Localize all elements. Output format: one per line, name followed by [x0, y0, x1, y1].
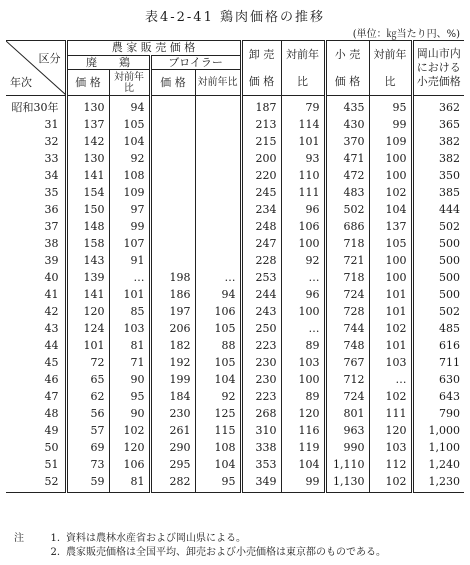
- value-cell: 282: [150, 473, 195, 493]
- year-cell: 43: [44, 322, 59, 335]
- value-cell: 724: [325, 286, 369, 303]
- value-cell: 100: [281, 371, 325, 388]
- value-cell: 502: [412, 303, 464, 320]
- value-cell: [150, 150, 195, 167]
- value-cell: 213: [241, 116, 281, 133]
- value-cell: 104: [109, 133, 150, 150]
- table-row: [6, 473, 464, 493]
- value-cell: 500: [412, 252, 464, 269]
- value-cell: 101: [66, 337, 109, 354]
- value-cell: 59: [66, 473, 109, 493]
- value-cell: 186: [150, 286, 195, 303]
- year-cell: 44: [44, 339, 59, 352]
- value-cell: 89: [281, 388, 325, 405]
- value-cell: 130: [66, 96, 109, 117]
- value-cell: 120: [66, 303, 109, 320]
- value-cell: 801: [325, 405, 369, 422]
- value-cell: 108: [195, 439, 241, 456]
- value-cell: 100: [281, 303, 325, 320]
- value-cell: 94: [195, 286, 241, 303]
- value-cell: 143: [66, 252, 109, 269]
- value-cell: 106: [195, 303, 241, 320]
- value-cell: …: [281, 320, 325, 337]
- value-cell: 483: [325, 184, 369, 201]
- value-cell: 471: [325, 150, 369, 167]
- retail-header: 小 売: [325, 41, 369, 70]
- table-row: [6, 456, 464, 473]
- value-cell: 223: [241, 388, 281, 405]
- value-cell: 96: [281, 201, 325, 218]
- value-cell: 110: [281, 167, 325, 184]
- value-cell: 62: [66, 388, 109, 405]
- value-cell: 81: [109, 473, 150, 493]
- value-cell: 247: [241, 235, 281, 252]
- note-1: 注 1. 資料は農林水産省および岡山県による。: [14, 533, 246, 544]
- year-cell: 34: [44, 169, 59, 182]
- value-cell: 990: [325, 439, 369, 456]
- corner-label-bottom: 年次: [10, 76, 32, 89]
- value-cell: …: [109, 269, 150, 286]
- value-cell: 261: [150, 422, 195, 439]
- value-cell: 91: [109, 252, 150, 269]
- value-cell: 198: [150, 269, 195, 286]
- value-cell: 103: [369, 439, 412, 456]
- value-cell: 95: [109, 388, 150, 405]
- value-cell: 721: [325, 252, 369, 269]
- value-cell: 100: [369, 252, 412, 269]
- wholesale-price-header: 価 格: [241, 70, 281, 96]
- value-cell: 100: [369, 150, 412, 167]
- value-cell: 963: [325, 422, 369, 439]
- table-row: [6, 167, 464, 184]
- year-cell: 39: [44, 254, 59, 267]
- value-cell: 104: [195, 371, 241, 388]
- retail-yoy-header: 対前年: [369, 41, 412, 70]
- wholesale-yoy-header: 対前年: [281, 41, 325, 70]
- value-cell: 106: [109, 456, 150, 473]
- value-cell: 101: [369, 337, 412, 354]
- year-cell: 50: [44, 441, 59, 454]
- value-cell: 150: [66, 201, 109, 218]
- value-cell: 500: [412, 286, 464, 303]
- value-cell: 187: [241, 96, 281, 117]
- value-cell: 104: [281, 456, 325, 473]
- value-cell: 92: [109, 150, 150, 167]
- value-cell: 105: [109, 116, 150, 133]
- value-cell: 643: [412, 388, 464, 405]
- table-row: [6, 337, 464, 354]
- year-cell: 42: [44, 305, 59, 318]
- value-cell: 69: [66, 439, 109, 456]
- wholesale-yoy-bottom: 比: [281, 70, 325, 96]
- value-cell: 215: [241, 133, 281, 150]
- value-cell: 712: [325, 371, 369, 388]
- value-cell: 100: [369, 269, 412, 286]
- value-cell: 95: [369, 96, 412, 117]
- value-cell: 95: [195, 473, 241, 493]
- value-cell: 230: [241, 354, 281, 371]
- value-cell: …: [195, 269, 241, 286]
- value-cell: 99: [109, 218, 150, 235]
- value-cell: [195, 201, 241, 218]
- value-cell: [195, 167, 241, 184]
- value-cell: [195, 116, 241, 133]
- value-cell: 310: [241, 422, 281, 439]
- broiler-header: ブロイラー: [150, 56, 241, 70]
- value-cell: 200: [241, 150, 281, 167]
- value-cell: 94: [109, 96, 150, 117]
- table-row: [6, 218, 464, 235]
- year-cell: 49: [44, 424, 59, 437]
- value-cell: 56: [66, 405, 109, 422]
- value-cell: 137: [369, 218, 412, 235]
- value-cell: 154: [66, 184, 109, 201]
- value-cell: 57: [66, 422, 109, 439]
- value-cell: 124: [66, 320, 109, 337]
- value-cell: 245: [241, 184, 281, 201]
- value-cell: 102: [369, 473, 412, 493]
- value-cell: 99: [281, 473, 325, 493]
- wholesale-header: 卸 売: [241, 41, 281, 70]
- value-cell: 184: [150, 388, 195, 405]
- value-cell: 105: [369, 235, 412, 252]
- value-cell: 382: [412, 150, 464, 167]
- year-cell: 40: [44, 271, 59, 284]
- value-cell: 382: [412, 133, 464, 150]
- broiler-price-header: 価 格: [150, 70, 195, 96]
- value-cell: 248: [241, 218, 281, 235]
- value-cell: 718: [325, 269, 369, 286]
- value-cell: 223: [241, 337, 281, 354]
- year-cell: 41: [44, 288, 59, 301]
- year-cell: 36: [44, 203, 59, 216]
- hen-price-header: 価 格: [66, 70, 109, 96]
- table-row: [6, 184, 464, 201]
- value-cell: 104: [369, 201, 412, 218]
- value-cell: 101: [369, 303, 412, 320]
- table-body: [6, 96, 464, 493]
- broiler-yoy-header: 対前年比: [195, 70, 241, 96]
- value-cell: 444: [412, 201, 464, 218]
- value-cell: 114: [281, 116, 325, 133]
- value-cell: 500: [412, 235, 464, 252]
- value-cell: 630: [412, 371, 464, 388]
- value-cell: 790: [412, 405, 464, 422]
- value-cell: 73: [66, 456, 109, 473]
- table-row: [6, 371, 464, 388]
- value-cell: 199: [150, 371, 195, 388]
- value-cell: 65: [66, 371, 109, 388]
- value-cell: 97: [109, 201, 150, 218]
- retail-price-header: 価 格: [325, 70, 369, 96]
- value-cell: [195, 133, 241, 150]
- value-cell: 228: [241, 252, 281, 269]
- table-row: [6, 116, 464, 133]
- unit-note: (単位：㎏当たり円、%): [352, 29, 460, 40]
- table-row: [6, 439, 464, 456]
- value-cell: 107: [109, 235, 150, 252]
- value-cell: 1,000: [412, 422, 464, 439]
- value-cell: 88: [195, 337, 241, 354]
- value-cell: [195, 96, 241, 117]
- value-cell: 338: [241, 439, 281, 456]
- value-cell: 370: [325, 133, 369, 150]
- table-row: [6, 320, 464, 337]
- year-cell: 31: [44, 118, 59, 131]
- value-cell: 243: [241, 303, 281, 320]
- value-cell: 206: [150, 320, 195, 337]
- table-title: 表4-2-41 鶏肉価格の推移: [144, 10, 325, 25]
- value-cell: 290: [150, 439, 195, 456]
- value-cell: 92: [281, 252, 325, 269]
- note-label: 注: [14, 533, 24, 544]
- value-cell: 109: [369, 133, 412, 150]
- value-cell: 268: [241, 405, 281, 422]
- value-cell: 137: [66, 116, 109, 133]
- value-cell: 108: [109, 167, 150, 184]
- year-cell: 38: [44, 237, 59, 250]
- value-cell: 1,110: [325, 456, 369, 473]
- year-cell: 47: [44, 390, 59, 403]
- hen-yoy-header: 対前年比: [109, 70, 150, 96]
- table-row: [6, 235, 464, 252]
- value-cell: [150, 235, 195, 252]
- okayama-header: 岡山市内における小売価格: [412, 41, 464, 96]
- value-cell: 93: [281, 150, 325, 167]
- value-cell: 767: [325, 354, 369, 371]
- value-cell: 244: [241, 286, 281, 303]
- value-cell: 90: [109, 371, 150, 388]
- value-cell: [150, 201, 195, 218]
- value-cell: 103: [109, 320, 150, 337]
- value-cell: 103: [281, 354, 325, 371]
- value-cell: 120: [281, 405, 325, 422]
- corner-header: [6, 41, 66, 96]
- year-cell: 52: [6, 473, 66, 493]
- value-cell: 102: [369, 388, 412, 405]
- value-cell: 728: [325, 303, 369, 320]
- value-cell: 106: [281, 218, 325, 235]
- table-row: [6, 269, 464, 286]
- table-row: [6, 422, 464, 439]
- value-cell: 744: [325, 320, 369, 337]
- value-cell: 253: [241, 269, 281, 286]
- value-cell: 99: [369, 116, 412, 133]
- value-cell: 353: [241, 456, 281, 473]
- notes: [14, 532, 386, 560]
- value-cell: [150, 133, 195, 150]
- value-cell: …: [369, 371, 412, 388]
- value-cell: 234: [241, 201, 281, 218]
- value-cell: [150, 116, 195, 133]
- table-row: [6, 252, 464, 269]
- value-cell: 130: [66, 150, 109, 167]
- table-row: [6, 96, 464, 117]
- value-cell: 197: [150, 303, 195, 320]
- value-cell: 430: [325, 116, 369, 133]
- value-cell: 502: [325, 201, 369, 218]
- year-cell: 35: [44, 186, 59, 199]
- value-cell: 101: [109, 286, 150, 303]
- value-cell: 349: [241, 473, 281, 493]
- value-cell: 119: [281, 439, 325, 456]
- value-cell: 79: [281, 96, 325, 117]
- value-cell: [195, 150, 241, 167]
- year-cell: 昭和30年: [11, 101, 59, 114]
- value-cell: 116: [281, 422, 325, 439]
- value-cell: …: [281, 269, 325, 286]
- value-cell: 125: [195, 405, 241, 422]
- value-cell: [195, 218, 241, 235]
- table-row: [6, 354, 464, 371]
- value-cell: 85: [109, 303, 150, 320]
- value-cell: 102: [109, 422, 150, 439]
- value-cell: 230: [150, 405, 195, 422]
- table-row: [6, 405, 464, 422]
- year-cell: 33: [44, 152, 59, 165]
- value-cell: 485: [412, 320, 464, 337]
- value-cell: [195, 235, 241, 252]
- value-cell: 502: [412, 218, 464, 235]
- hen-header: 廃 鶏: [66, 56, 150, 70]
- retail-yoy-bottom: 比: [369, 70, 412, 96]
- value-cell: 109: [109, 184, 150, 201]
- year-cell: 32: [44, 135, 59, 148]
- year-cell: 46: [44, 373, 59, 386]
- value-cell: [195, 252, 241, 269]
- value-cell: 104: [195, 456, 241, 473]
- table-row: [6, 201, 464, 218]
- value-cell: 139: [66, 269, 109, 286]
- value-cell: 220: [241, 167, 281, 184]
- value-cell: 111: [369, 405, 412, 422]
- value-cell: [150, 252, 195, 269]
- value-cell: 500: [412, 269, 464, 286]
- value-cell: 120: [369, 422, 412, 439]
- value-cell: 101: [369, 286, 412, 303]
- value-cell: 81: [109, 337, 150, 354]
- value-cell: 111: [281, 184, 325, 201]
- value-cell: 686: [325, 218, 369, 235]
- value-cell: 718: [325, 235, 369, 252]
- value-cell: 182: [150, 337, 195, 354]
- value-cell: 96: [281, 286, 325, 303]
- value-cell: 115: [195, 422, 241, 439]
- value-cell: 748: [325, 337, 369, 354]
- value-cell: 1,100: [412, 439, 464, 456]
- year-cell: 51: [44, 458, 59, 471]
- value-cell: 295: [150, 456, 195, 473]
- table-row: [6, 286, 464, 303]
- value-cell: 71: [109, 354, 150, 371]
- table-row: [6, 133, 464, 150]
- value-cell: 112: [369, 456, 412, 473]
- note-2: 2. 農家販売価格は全国平均、卸売および小売価格は東京都のものである。: [50, 547, 386, 558]
- value-cell: 365: [412, 116, 464, 133]
- farm-price-header: 農 家 販 売 価 格: [66, 41, 241, 56]
- value-cell: 1,230: [412, 473, 464, 493]
- value-cell: 120: [109, 439, 150, 456]
- value-cell: 385: [412, 184, 464, 201]
- value-cell: [150, 218, 195, 235]
- value-cell: 102: [369, 320, 412, 337]
- year-cell: 48: [44, 407, 59, 420]
- value-cell: 472: [325, 167, 369, 184]
- value-cell: 100: [369, 167, 412, 184]
- price-table: [6, 40, 464, 493]
- value-cell: 141: [66, 167, 109, 184]
- value-cell: 616: [412, 337, 464, 354]
- value-cell: 103: [369, 354, 412, 371]
- value-cell: 230: [241, 371, 281, 388]
- value-cell: 250: [241, 320, 281, 337]
- value-cell: 141: [66, 286, 109, 303]
- value-cell: 350: [412, 167, 464, 184]
- value-cell: 92: [195, 388, 241, 405]
- value-cell: 1,240: [412, 456, 464, 473]
- value-cell: 89: [281, 337, 325, 354]
- value-cell: 102: [369, 184, 412, 201]
- table-row: [6, 388, 464, 405]
- value-cell: 362: [412, 96, 464, 117]
- value-cell: 148: [66, 218, 109, 235]
- table-row: [6, 303, 464, 320]
- value-cell: 105: [195, 354, 241, 371]
- year-cell: 45: [44, 356, 59, 369]
- value-cell: 435: [325, 96, 369, 117]
- value-cell: 192: [150, 354, 195, 371]
- value-cell: 72: [66, 354, 109, 371]
- value-cell: 724: [325, 388, 369, 405]
- value-cell: 105: [195, 320, 241, 337]
- year-cell: 37: [44, 220, 59, 233]
- value-cell: [150, 167, 195, 184]
- value-cell: [150, 96, 195, 117]
- value-cell: 142: [66, 133, 109, 150]
- value-cell: 1,130: [325, 473, 369, 493]
- value-cell: 101: [281, 133, 325, 150]
- corner-label-top: 区分: [38, 52, 61, 65]
- value-cell: 158: [66, 235, 109, 252]
- table-row: [6, 150, 464, 167]
- value-cell: 90: [109, 405, 150, 422]
- value-cell: [195, 184, 241, 201]
- value-cell: 711: [412, 354, 464, 371]
- value-cell: [150, 184, 195, 201]
- value-cell: 100: [281, 235, 325, 252]
